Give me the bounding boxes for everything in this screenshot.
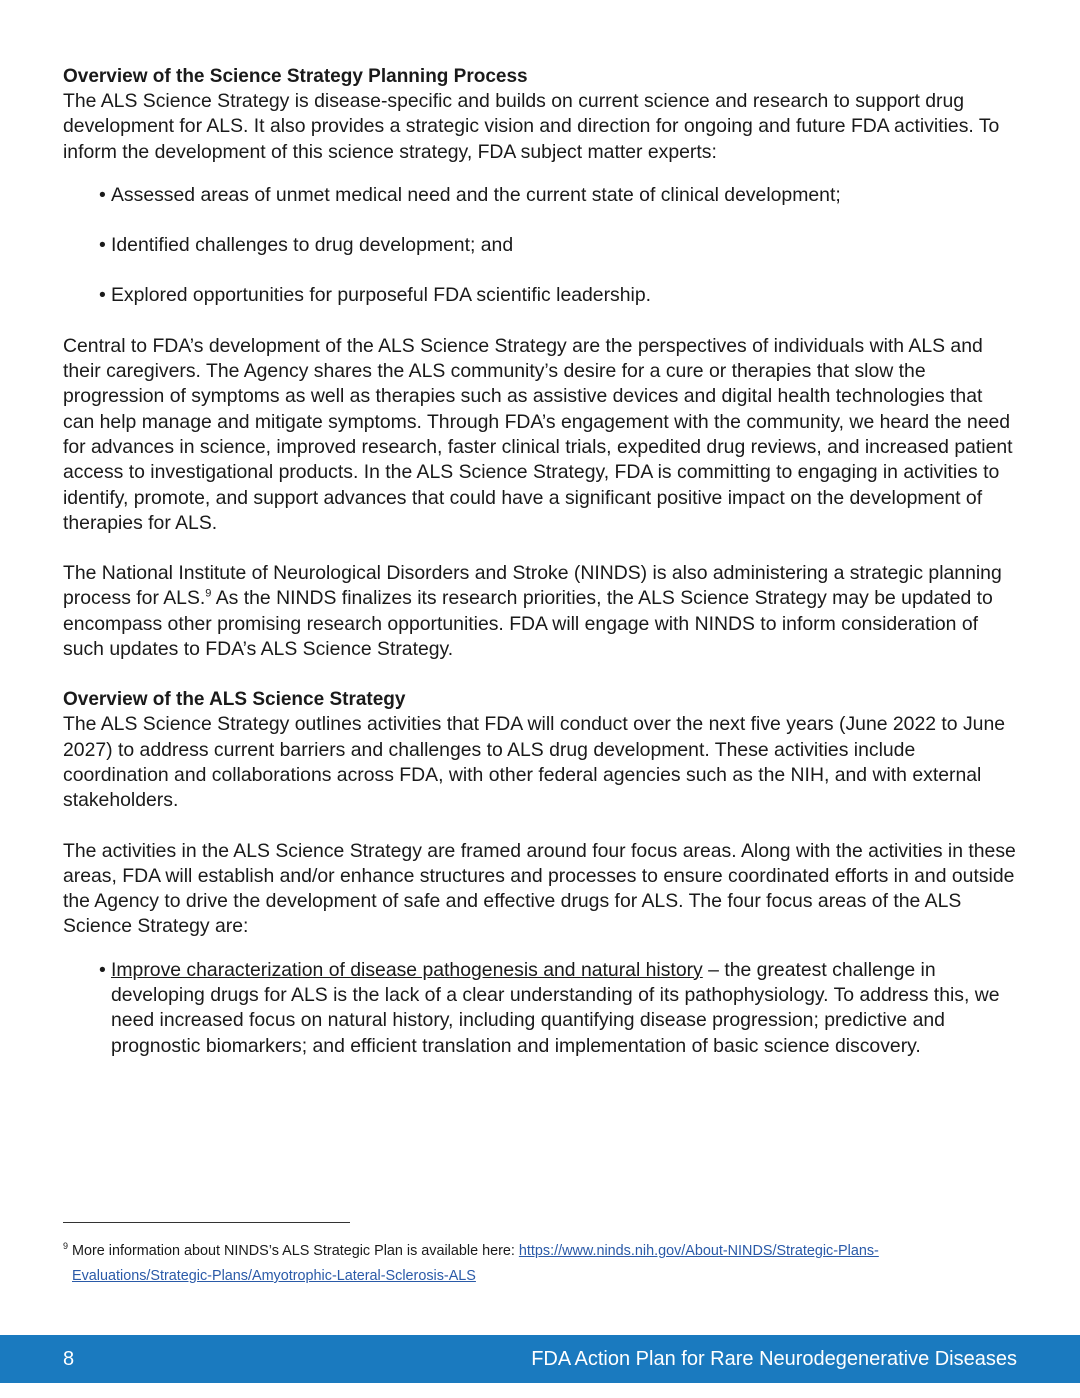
list-item: • Improve characterization of disease pathogenesis and natural history – the greatest challenge in developing drugs for ALS is the lack of a clear understanding of its pathophysiology. To address this, we need increased focus on natural history, including quantifying disease progression; predictive and prognostic biomarkers; and efficient translation and implementation of basic science discovery. <box>99 958 1000 1057</box>
focus-area-title-link[interactable]: Improve characterization of disease pathogenesis and natural history <box>111 958 703 981</box>
paragraph-outline: The ALS Science Strategy outlines activities that FDA will conduct over the next five years (June 2022 to June 2027) to address current barriers and challenges to ALS drug development. These activities include coordination and collaborations across FDA, with other federal agencies such as the NIH, and with external stakeholders. <box>63 713 1006 812</box>
footnote-link[interactable]: https://www.ninds.nih.gov/About-NINDS/Strategic-Plans- <box>518 1243 879 1259</box>
section-heading-science-strategy: Overview of the ALS Science Strategy <box>63 689 406 711</box>
list-item: • Assessed areas of unmet medical need and the current state of clinical development; <box>99 183 1018 208</box>
list-item: • Identified challenges to drug development; and <box>99 233 1018 258</box>
bullet-icon: • <box>99 183 106 206</box>
paragraph-intro: The ALS Science Strategy is disease-specific and builds on current science and research to support drug development for ALS. It also provides a strategic vision and direction for ongoing and future FDA activities. To inform the development of this science strategy, FDA subject matter experts: <box>63 90 1000 163</box>
list-item: • Explored opportunities for purposeful FDA scientific leadership. <box>99 283 1018 308</box>
bullet-icon: • <box>99 284 106 307</box>
footnote-number: 9 <box>63 1241 69 1252</box>
footnote-divider <box>63 1222 350 1223</box>
footnote: $^9$ More information about NINDS’s ALS Strategic Plan is available here: https://www.ninds.nih.gov/About-NINDS/Strategic-Plans- Evaluations/Strategic-Plans/Amyotrophic-Lateral-Sclerosis-ALS <box>63 1241 879 1284</box>
footnote-link-continued[interactable]: Evaluations/Strategic-Plans/Amyotrophic-Lateral-Sclerosis-ALS <box>72 1268 476 1284</box>
footnote-reference[interactable]: 9 <box>205 587 212 600</box>
main-content <box>63 64 1018 1059</box>
footer-bar <box>0 1335 1080 1383</box>
paragraph-perspectives: Central to FDA’s development of the ALS Science Strategy are the perspectives of individuals with ALS and their caregivers. The Agency shares the ALS community’s desire for a cure or therapies that slow the progression of symptoms as well as therapies such as assistive devices and digital health technologies that can help manage and mitigate symptoms. Through FDA’s engagement with the community, we heard the need for advances in science, improved research, faster clinical trials, expedited drug reviews, and increased patient access to investigational products. In the ALS Science Strategy, FDA is committing to engaging in activities to identify, promote, and support advances that could have a significant positive impact on the development of therapies for ALS. <box>63 334 1013 534</box>
section-heading-planning-process: Overview of the Science Strategy Planning Process <box>63 66 528 87</box>
paragraph-ninds: The National Institute of Neurological Disorders and Stroke (NINDS) is also administering a strategic planning process for ALS.$^9$ As the NINDS finalizes its research priorities, the ALS Science Strategy may be updated to encompass other promising research opportunities. FDA will engage with NINDS to inform consideration of such updates to FDA’s ALS Science Strategy. <box>63 562 1002 661</box>
bullet-icon: • <box>99 958 106 981</box>
expert-actions-list <box>63 183 1018 309</box>
paragraph-focus-areas: The activities in the ALS Science Strategy are framed around four focus areas. Along with the activities in these areas, FDA will establish and/or enhance structures and processes to ensure coordinated efforts in and outside the Agency to drive the development of safe and effective drugs for ALS. The four focus areas of the ALS Science Strategy are: <box>63 839 1016 938</box>
focus-areas-list <box>63 958 1018 1059</box>
document-title: FDA Action Plan for Rare Neurodegenerative Diseases <box>531 1348 1017 1370</box>
bullet-icon: • <box>99 234 106 257</box>
page-number: 8 <box>63 1348 75 1370</box>
